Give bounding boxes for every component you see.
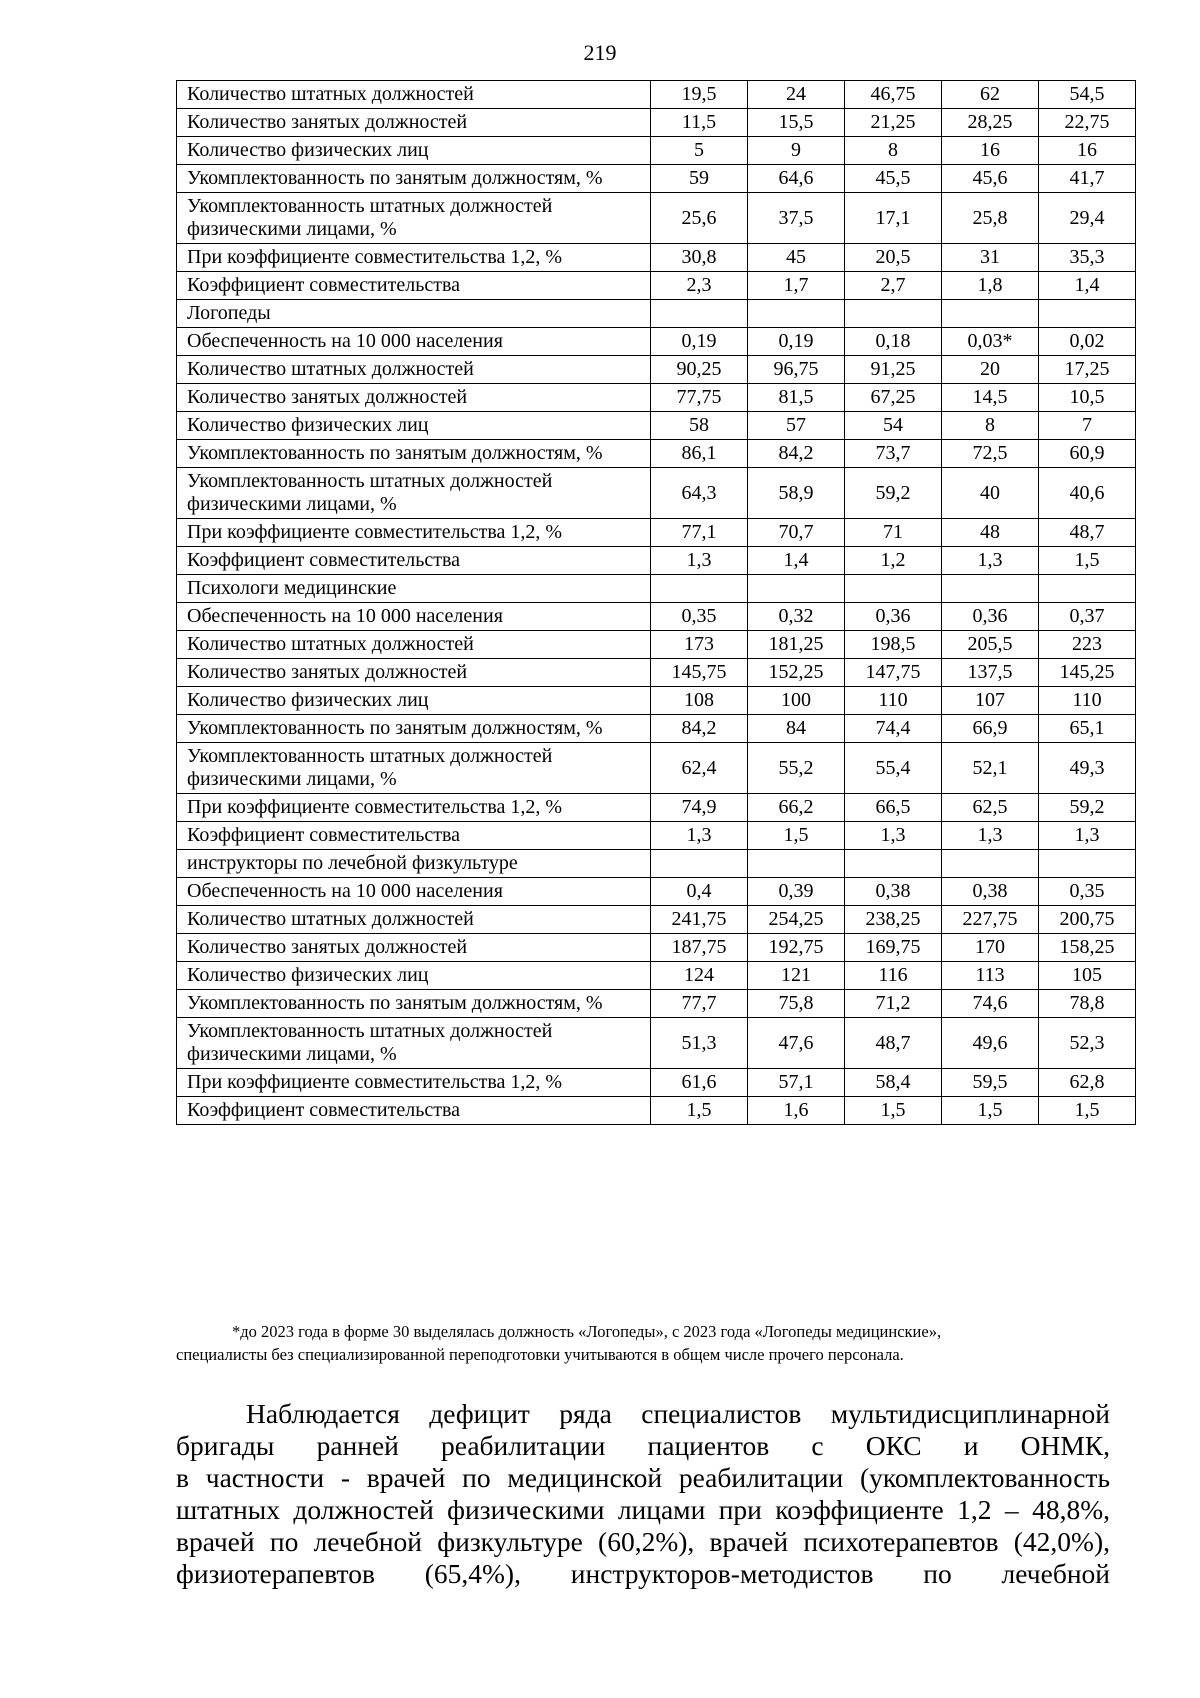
table-cell: 71,2	[845, 990, 942, 1018]
table-cell: 40	[942, 468, 1039, 519]
paragraph-line: Наблюдается дефицит ряда специалистов мультидисциплинарной	[246, 1398, 1110, 1429]
table-cell: 238,25	[845, 906, 942, 934]
table-row	[177, 109, 1136, 137]
table-cell: 0,37	[1039, 603, 1136, 631]
table-cell: 1,5	[942, 1097, 1039, 1125]
table-row	[177, 547, 1136, 575]
table-row	[177, 962, 1136, 990]
table-row	[177, 137, 1136, 165]
table-cell: 57,1	[748, 1069, 845, 1097]
table-cell: 48	[942, 519, 1039, 547]
table-cell	[651, 300, 748, 328]
table-cell: 110	[845, 687, 942, 715]
table-cell: 96,75	[748, 356, 845, 384]
table-cell: 45,5	[845, 165, 942, 193]
table-cell: 0,38	[845, 878, 942, 906]
row-label: Коэффициент совместительства	[177, 1097, 651, 1125]
table-cell: 75,8	[748, 990, 845, 1018]
paragraph-line: штатных должностей физическими лицами при коэффициенте 1,2 – 48,8%,	[176, 1494, 1110, 1525]
table-cell: 11,5	[651, 109, 748, 137]
row-label: При коэффициенте совместительства 1,2, %	[177, 1069, 651, 1097]
table-cell: 74,9	[651, 794, 748, 822]
table-cell: 0,35	[1039, 878, 1136, 906]
table-cell: 73,7	[845, 440, 942, 468]
table-cell: 0,19	[748, 328, 845, 356]
table-cell: 1,4	[1039, 272, 1136, 300]
row-label: Количество занятых должностей	[177, 109, 651, 137]
table-cell: 1,3	[942, 822, 1039, 850]
table-cell: 74,4	[845, 715, 942, 743]
table-cell: 17,1	[845, 193, 942, 244]
table-cell: 113	[942, 962, 1039, 990]
table-cell: 1,3	[845, 822, 942, 850]
table-row	[177, 603, 1136, 631]
table-row	[177, 165, 1136, 193]
table-cell: 72,5	[942, 440, 1039, 468]
table-cell: 77,7	[651, 990, 748, 1018]
table-cell: 0,19	[651, 328, 748, 356]
row-label: Количество занятых должностей	[177, 934, 651, 962]
table-cell: 25,8	[942, 193, 1039, 244]
table-cell: 58,9	[748, 468, 845, 519]
table-row	[177, 300, 1136, 328]
paragraph-line: бригады ранней реабилитации пациентов с ОКС и ОНМК,	[176, 1430, 1110, 1461]
row-label: Количество физических лиц	[177, 687, 651, 715]
table-cell: 227,75	[942, 906, 1039, 934]
table-row	[177, 934, 1136, 962]
table-cell: 35,3	[1039, 244, 1136, 272]
table-cell: 62,5	[942, 794, 1039, 822]
paragraph-line: в частности - врачей по медицинской реабилитации (укомплектованность	[176, 1462, 1110, 1493]
table-cell: 0,38	[942, 878, 1039, 906]
table-cell: 22,75	[1039, 109, 1136, 137]
table-cell: 7	[1039, 412, 1136, 440]
table-row	[177, 81, 1136, 109]
table-cell: 1,3	[942, 547, 1039, 575]
table-row	[177, 878, 1136, 906]
table-cell: 1,3	[1039, 822, 1136, 850]
table-cell: 86,1	[651, 440, 748, 468]
table-row	[177, 794, 1136, 822]
footnote-line: *до 2023 года в форме 30 выделялась должность «Логопеды», с 2023 года «Логопеды медицинские»,	[232, 1322, 942, 1341]
table-cell: 54	[845, 412, 942, 440]
table-cell: 16	[942, 137, 1039, 165]
table-cell: 45	[748, 244, 845, 272]
table-row	[177, 822, 1136, 850]
table-cell: 66,5	[845, 794, 942, 822]
row-label: Количество физических лиц	[177, 137, 651, 165]
row-label: При коэффициенте совместительства 1,2, %	[177, 244, 651, 272]
row-label: Коэффициент совместительства	[177, 272, 651, 300]
row-label: Психологи медицинские	[177, 575, 651, 603]
row-label: Обеспеченность на 10 000 населения	[177, 878, 651, 906]
table-cell: 40,6	[1039, 468, 1136, 519]
table-cell: 59,5	[942, 1069, 1039, 1097]
table-cell: 107	[942, 687, 1039, 715]
table-cell: 70,7	[748, 519, 845, 547]
table-row	[177, 272, 1136, 300]
table-row	[177, 850, 1136, 878]
table-cell: 58,4	[845, 1069, 942, 1097]
table-cell: 59,2	[1039, 794, 1136, 822]
row-label: Количество штатных должностей	[177, 356, 651, 384]
table-cell	[1039, 850, 1136, 878]
table-row	[177, 575, 1136, 603]
table-cell	[942, 300, 1039, 328]
table-cell: 2,3	[651, 272, 748, 300]
table-cell: 169,75	[845, 934, 942, 962]
table-cell: 46,75	[845, 81, 942, 109]
table-row	[177, 1018, 1136, 1069]
table-cell: 1,2	[845, 547, 942, 575]
table-row	[177, 328, 1136, 356]
table-cell: 78,8	[1039, 990, 1136, 1018]
table-cell: 52,3	[1039, 1018, 1136, 1069]
row-label: При коэффициенте совместительства 1,2, %	[177, 794, 651, 822]
table-row	[177, 906, 1136, 934]
table-cell: 170	[942, 934, 1039, 962]
table-cell: 187,75	[651, 934, 748, 962]
table-cell: 66,9	[942, 715, 1039, 743]
paragraph-line: физиотерапевтов (65,4%), инструкторов-методистов по лечебной	[176, 1558, 1110, 1589]
table-cell: 147,75	[845, 659, 942, 687]
table-footnote	[176, 1320, 1136, 1366]
table-row	[177, 1097, 1136, 1125]
row-label: Коэффициент совместительства	[177, 547, 651, 575]
table-cell: 116	[845, 962, 942, 990]
table-cell: 0,03*	[942, 328, 1039, 356]
table-cell: 145,75	[651, 659, 748, 687]
table-cell: 41,7	[1039, 165, 1136, 193]
table-cell: 59,2	[845, 468, 942, 519]
table-cell: 55,2	[748, 743, 845, 794]
table-cell: 1,3	[651, 822, 748, 850]
page-number: 219	[583, 40, 617, 65]
table-cell: 49,6	[942, 1018, 1039, 1069]
table-cell	[651, 850, 748, 878]
table-cell	[845, 300, 942, 328]
table-cell: 124	[651, 962, 748, 990]
table-cell: 1,5	[748, 822, 845, 850]
table-cell: 81,5	[748, 384, 845, 412]
table-cell: 28,25	[942, 109, 1039, 137]
table-cell: 55,4	[845, 743, 942, 794]
row-label: Количество занятых должностей	[177, 659, 651, 687]
table-cell: 0,36	[942, 603, 1039, 631]
row-label: Укомплектованность штатных должностей физическими лицами, %	[177, 468, 651, 519]
table-cell: 15,5	[748, 109, 845, 137]
table-row	[177, 519, 1136, 547]
table-cell: 1,5	[651, 1097, 748, 1125]
table-cell: 90,25	[651, 356, 748, 384]
row-label: Укомплектованность штатных должностей физическими лицами, %	[177, 1018, 651, 1069]
table-row	[177, 384, 1136, 412]
table-cell: 24	[748, 81, 845, 109]
table-cell: 16	[1039, 137, 1136, 165]
table-cell: 8	[845, 137, 942, 165]
table-cell: 31	[942, 244, 1039, 272]
table-cell: 20,5	[845, 244, 942, 272]
table-cell: 158,25	[1039, 934, 1136, 962]
table-cell: 84,2	[651, 715, 748, 743]
row-label: Обеспеченность на 10 000 населения	[177, 603, 651, 631]
table-cell: 1,4	[748, 547, 845, 575]
table-cell: 241,75	[651, 906, 748, 934]
table-cell: 45,6	[942, 165, 1039, 193]
row-label: Количество занятых должностей	[177, 384, 651, 412]
table-cell	[1039, 300, 1136, 328]
table-cell: 5	[651, 137, 748, 165]
table-cell: 0,35	[651, 603, 748, 631]
table-row	[177, 659, 1136, 687]
table-cell: 14,5	[942, 384, 1039, 412]
table-cell: 0,4	[651, 878, 748, 906]
table-row	[177, 244, 1136, 272]
table-cell: 173	[651, 631, 748, 659]
table-cell: 48,7	[845, 1018, 942, 1069]
table-cell	[845, 850, 942, 878]
row-label: Укомплектованность по занятым должностям, %	[177, 715, 651, 743]
table-cell: 0,39	[748, 878, 845, 906]
body-paragraph	[176, 1398, 1110, 1590]
table-cell: 254,25	[748, 906, 845, 934]
table-cell: 62	[942, 81, 1039, 109]
table-cell: 61,6	[651, 1069, 748, 1097]
table-cell: 1,8	[942, 272, 1039, 300]
table-cell: 77,1	[651, 519, 748, 547]
table-cell: 1,5	[1039, 1097, 1136, 1125]
table-cell: 57	[748, 412, 845, 440]
table-cell: 74,6	[942, 990, 1039, 1018]
row-label: Укомплектованность штатных должностей физическими лицами, %	[177, 743, 651, 794]
table-cell: 110	[1039, 687, 1136, 715]
table-cell: 64,6	[748, 165, 845, 193]
table-cell	[651, 575, 748, 603]
table-cell: 9	[748, 137, 845, 165]
table-cell: 62,8	[1039, 1069, 1136, 1097]
table-cell: 48,7	[1039, 519, 1136, 547]
table-cell: 1,5	[1039, 547, 1136, 575]
row-label: Коэффициент совместительства	[177, 822, 651, 850]
table-cell: 64,3	[651, 468, 748, 519]
row-label: Укомплектованность по занятым должностям, %	[177, 990, 651, 1018]
table-cell: 10,5	[1039, 384, 1136, 412]
table-cell: 108	[651, 687, 748, 715]
table-cell	[748, 850, 845, 878]
table-row	[177, 715, 1136, 743]
table-cell: 47,6	[748, 1018, 845, 1069]
table-cell: 0,32	[748, 603, 845, 631]
table-row	[177, 193, 1136, 244]
table-cell: 67,25	[845, 384, 942, 412]
row-label: Количество штатных должностей	[177, 906, 651, 934]
row-label: Логопеды	[177, 300, 651, 328]
table-cell	[942, 575, 1039, 603]
table-cell	[748, 300, 845, 328]
staffing-table-body	[177, 81, 1136, 1125]
table-cell: 65,1	[1039, 715, 1136, 743]
table-cell	[942, 850, 1039, 878]
table-cell: 17,25	[1039, 356, 1136, 384]
row-label: Количество штатных должностей	[177, 631, 651, 659]
table-cell: 1,3	[651, 547, 748, 575]
table-cell: 0,36	[845, 603, 942, 631]
table-cell: 84	[748, 715, 845, 743]
table-cell: 20	[942, 356, 1039, 384]
table-cell: 30,8	[651, 244, 748, 272]
table-cell: 37,5	[748, 193, 845, 244]
row-label: инструкторы по лечебной физкультуре	[177, 850, 651, 878]
table-cell: 66,2	[748, 794, 845, 822]
table-cell: 1,6	[748, 1097, 845, 1125]
table-cell: 0,18	[845, 328, 942, 356]
table-cell: 52,1	[942, 743, 1039, 794]
table-cell: 91,25	[845, 356, 942, 384]
footnote-line: специалисты без специализированной переподготовки учитываются в общем числе прочего персонала.	[176, 1345, 904, 1364]
table-row	[177, 990, 1136, 1018]
table-cell: 84,2	[748, 440, 845, 468]
staffing-table	[176, 80, 1136, 1125]
table-cell: 100	[748, 687, 845, 715]
table-cell: 0,02	[1039, 328, 1136, 356]
table-cell: 49,3	[1039, 743, 1136, 794]
row-label: Укомплектованность штатных должностей физическими лицами, %	[177, 193, 651, 244]
table-row	[177, 356, 1136, 384]
table-cell: 54,5	[1039, 81, 1136, 109]
table-cell: 60,9	[1039, 440, 1136, 468]
table-cell: 62,4	[651, 743, 748, 794]
row-label: При коэффициенте совместительства 1,2, %	[177, 519, 651, 547]
table-row	[177, 468, 1136, 519]
table-row	[177, 1069, 1136, 1097]
table-cell: 25,6	[651, 193, 748, 244]
table-cell: 2,7	[845, 272, 942, 300]
table-cell	[748, 575, 845, 603]
table-cell: 21,25	[845, 109, 942, 137]
table-cell: 121	[748, 962, 845, 990]
table-cell: 137,5	[942, 659, 1039, 687]
table-cell: 198,5	[845, 631, 942, 659]
table-cell: 192,75	[748, 934, 845, 962]
table-cell: 152,25	[748, 659, 845, 687]
table-cell: 105	[1039, 962, 1136, 990]
table-cell: 19,5	[651, 81, 748, 109]
table-cell: 8	[942, 412, 1039, 440]
table-row	[177, 440, 1136, 468]
row-label: Количество штатных должностей	[177, 81, 651, 109]
table-cell: 1,7	[748, 272, 845, 300]
table-cell: 58	[651, 412, 748, 440]
table-cell: 1,5	[845, 1097, 942, 1125]
table-row	[177, 687, 1136, 715]
table-row	[177, 743, 1136, 794]
row-label: Обеспеченность на 10 000 населения	[177, 328, 651, 356]
row-label: Количество физических лиц	[177, 962, 651, 990]
table-cell: 200,75	[1039, 906, 1136, 934]
table-cell: 51,3	[651, 1018, 748, 1069]
table-cell: 205,5	[942, 631, 1039, 659]
table-cell: 181,25	[748, 631, 845, 659]
table-cell	[845, 575, 942, 603]
table-row	[177, 631, 1136, 659]
paragraph-line: врачей по лечебной физкультуре (60,2%), врачей психотерапевтов (42,0%),	[176, 1526, 1110, 1557]
table-cell: 29,4	[1039, 193, 1136, 244]
table-cell: 223	[1039, 631, 1136, 659]
row-label: Укомплектованность по занятым должностям, %	[177, 440, 651, 468]
table-cell: 145,25	[1039, 659, 1136, 687]
row-label: Количество физических лиц	[177, 412, 651, 440]
table-cell: 77,75	[651, 384, 748, 412]
table-row	[177, 412, 1136, 440]
table-cell: 59	[651, 165, 748, 193]
row-label: Укомплектованность по занятым должностям, %	[177, 165, 651, 193]
table-cell	[1039, 575, 1136, 603]
table-cell: 71	[845, 519, 942, 547]
